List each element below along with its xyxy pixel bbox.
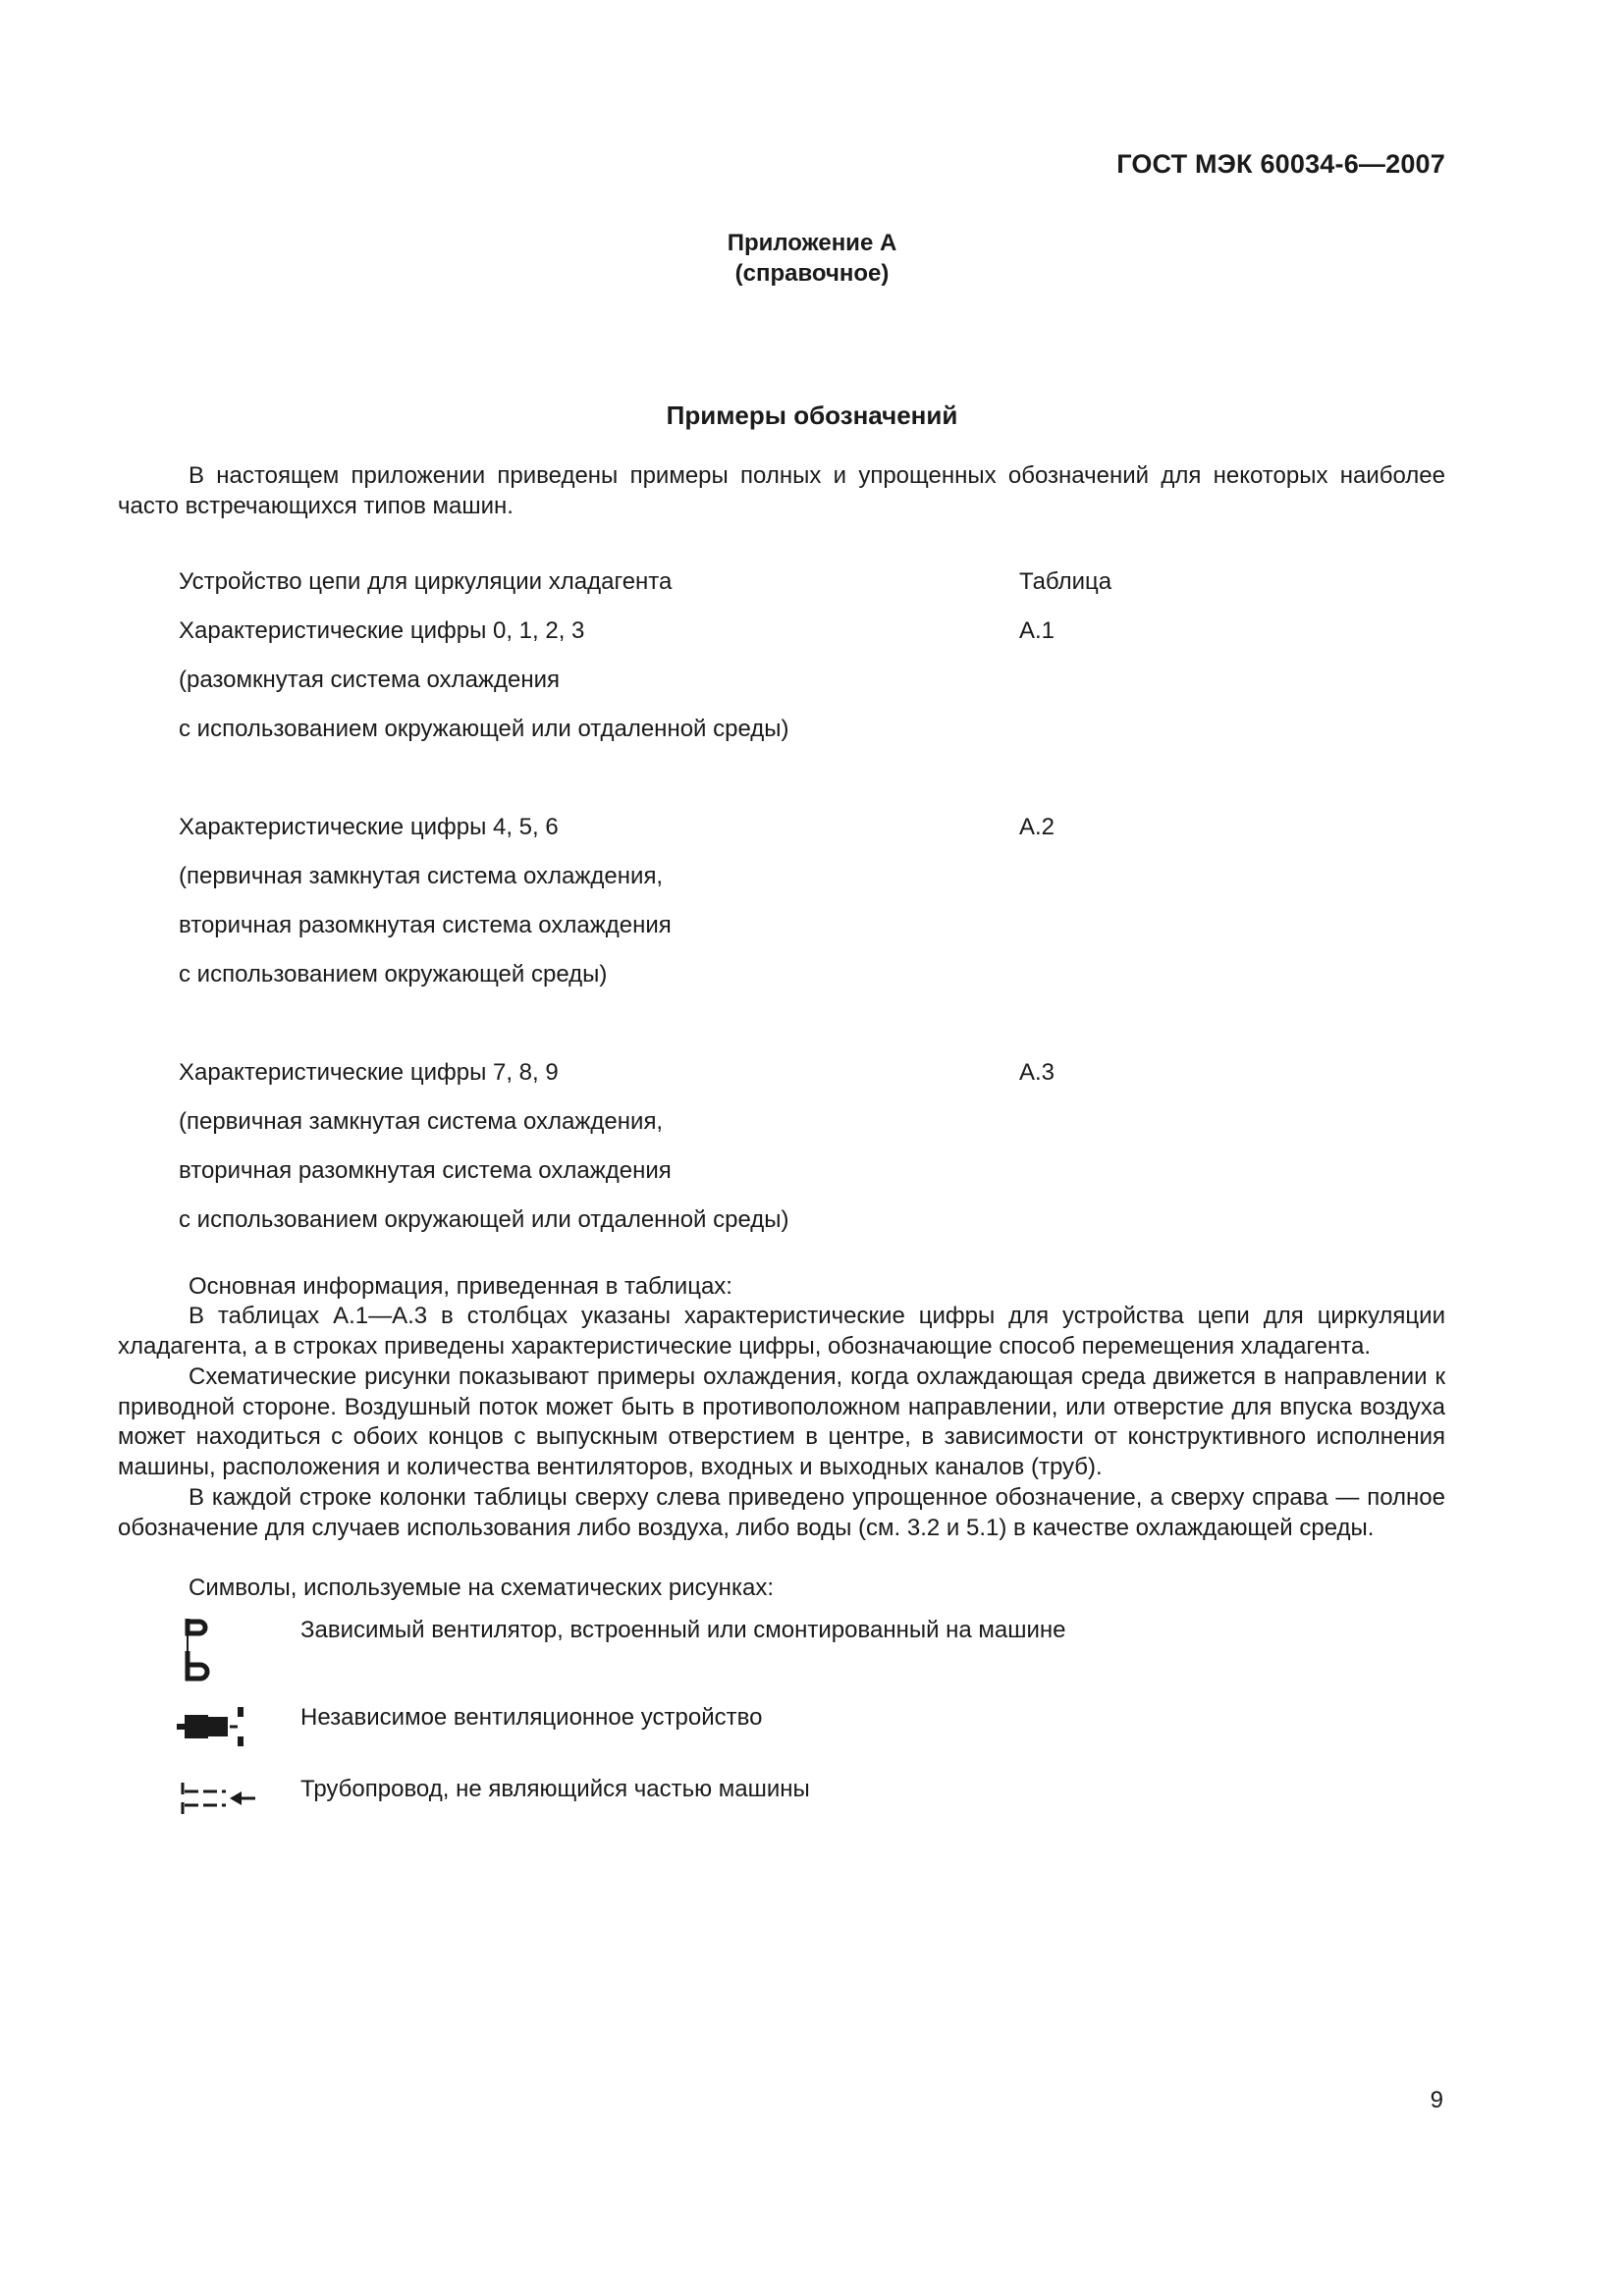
body-paragraph-1: Основная информация, приведенная в таблицах: bbox=[189, 1273, 732, 1300]
group3-line2: (первичная замкнутая система охлаждения, bbox=[179, 1108, 664, 1135]
group1-line1: Характеристические цифры 0, 1, 2, 3 bbox=[179, 617, 585, 644]
appendix-subtitle: (справочное) bbox=[734, 260, 890, 287]
body-paragraph-3: Схематические рисунки показывают примеры охлаждения, когда охлаждающая среда движется в направлении к приводной стороне. Воздушный поток может быть в противоположном направлении, или отверстие для впуска воздуха может находиться с обоих концов с выпускным отверстием в центре, в зависимости от конструктивного исполнения машины, расположения и количества вентиляторов, входных и выходных каналов (труб). bbox=[118, 1363, 1445, 1480]
table-list-header-left: Устройство цепи для циркуляции хладагента bbox=[179, 568, 673, 595]
group2-line3: вторичная разомкнутая система охлаждения bbox=[179, 912, 672, 938]
symbol-row-independent-vent bbox=[177, 1703, 1453, 1772]
symbol-row-external-pipe bbox=[177, 1775, 1453, 1843]
group1-table-ref: А.1 bbox=[1019, 617, 1056, 644]
page-number: 9 bbox=[1430, 2087, 1443, 2113]
independent-vent-device-icon bbox=[177, 1703, 255, 1759]
group3-line4: с использованием окружающей или отдаленной среды) bbox=[179, 1206, 789, 1233]
group3-table-ref: А.3 bbox=[1019, 1059, 1056, 1086]
intro-paragraph: В настоящем приложении приведены примеры полных и упрощенных обозначений для некоторых наиболее часто встречающихся типов машин. bbox=[118, 462, 1445, 519]
body-paragraph-2: В таблицах А.1—А.3 в столбцах указаны характеристические цифры для устройства цепи для циркуляции хладагента, а в строках приведены характеристические цифры, обозначающие способ перемещения хладагента. bbox=[118, 1303, 1445, 1360]
table-list-header-right: Таблица bbox=[1019, 568, 1112, 595]
symbol-label-external-pipe: Трубопровод, не являющийся частью машины bbox=[300, 1776, 810, 1802]
group2-table-ref: А.2 bbox=[1019, 814, 1056, 840]
group2-line4: с использованием окружающей среды) bbox=[179, 961, 608, 988]
group1-line3: с использованием окружающей или отдаленной среды) bbox=[179, 716, 789, 742]
appendix-heading bbox=[0, 228, 1624, 289]
body-paragraph-4: В каждой строке колонки таблицы сверху слева приведено упрощенное обозначение, а сверху справа — полное обозначение для случаев использования либо воздуха, либо воды (см. 3.2 и 5.1) в качестве охлаждающей среды. bbox=[118, 1484, 1445, 1541]
symbol-label-dependent-fan: Зависимый вентилятор, встроенный или смонтированный на машине bbox=[300, 1617, 1066, 1643]
group1-line2: (разомкнутая система охлаждения bbox=[179, 667, 560, 693]
external-pipe-icon bbox=[177, 1775, 259, 1825]
dependent-fan-icon bbox=[177, 1616, 216, 1687]
symbol-row-dependent-fan bbox=[177, 1616, 1453, 1684]
group3-line3: вторичная разомкнутая система охлаждения bbox=[179, 1157, 672, 1184]
standard-code: ГОСТ МЭК 60034-6—2007 bbox=[1116, 149, 1445, 179]
body-paragraph-5: Символы, используемые на схематических рисунках: bbox=[189, 1575, 774, 1601]
group3-line1: Характеристические цифры 7, 8, 9 bbox=[179, 1059, 559, 1086]
appendix-title: Приложение А bbox=[727, 230, 897, 256]
group2-line2: (первичная замкнутая система охлаждения, bbox=[179, 863, 664, 889]
section-title: Примеры обозначений bbox=[666, 400, 958, 430]
group2-line1: Характеристические цифры 4, 5, 6 bbox=[179, 814, 559, 840]
symbol-label-independent-vent: Независимое вентиляционное устройство bbox=[300, 1704, 763, 1731]
